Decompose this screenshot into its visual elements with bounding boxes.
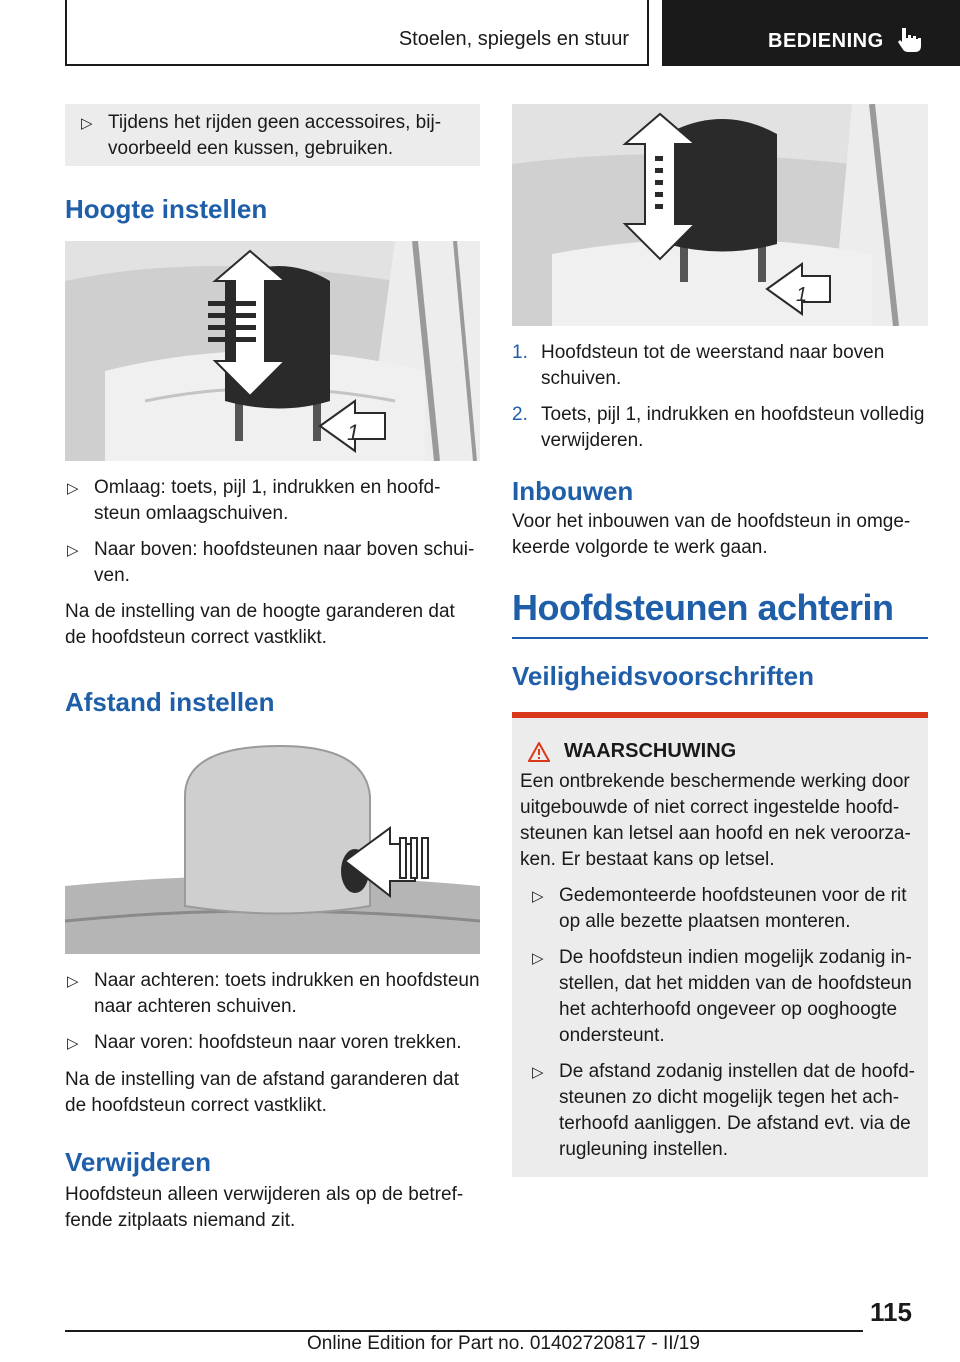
list-item: ▷ Gedemonteerde hoofdsteunen voor de rit op alle bezette plaatsen monteren. [530, 883, 916, 935]
footer-edition: Online Edition for Part no. 01402720817 - II/19 [307, 1333, 700, 1354]
list-item: ▷ Omlaag: toets, pijl 1, indrukken en hoofdsteun omlaagschuiven. [65, 475, 480, 527]
figure-headrest-height [65, 241, 480, 461]
arrow-label-1: 1 [347, 420, 360, 445]
triangle-right-icon: ▷ [67, 480, 79, 497]
left-column [65, 104, 480, 1234]
pointing-hand-icon [896, 26, 924, 54]
header-section-box [65, 0, 649, 66]
list-item: ▷ De hoofdsteun indien mogelijk zodanig instellen, dat het midden van de hoofdsteun het achterhoofd ongeveer op ooghoogte ondersteunt. [530, 945, 916, 1049]
list-item: ▷ De afstand zodanig instellen dat de hoofdsteunen zo dicht mogelijk tegen het achterhoofd aanliggen. De afstand evt. via de rugleuning instellen. [530, 1059, 916, 1163]
triangle-right-icon: ▷ [532, 1064, 544, 1081]
headrest-distance-illustration [65, 736, 480, 954]
header-chapter-tab [662, 0, 960, 66]
warning-triangle-icon [528, 742, 550, 762]
heading-remove: Verwijderen [65, 1147, 211, 1177]
triangle-right-icon: ▷ [532, 950, 544, 967]
right-column [512, 104, 928, 1177]
install-paragraph: Voor het inbouwen van de hoofdsteun in omgekeerde volgorde te werk gaan. [512, 511, 911, 558]
header-section-title: Stoelen, spiegels en stuur [398, 28, 629, 50]
distance-bullet-list [65, 968, 480, 1057]
height-paragraph: Na de instelling van de hoogte garanderen dat de hoofdsteun correct vastklikt. [65, 601, 455, 648]
headrest-remove-illustration [512, 104, 928, 326]
list-item: ▷ Naar boven: hoofdsteunen naar boven schuiven. [65, 537, 480, 589]
warning-box [512, 712, 928, 1177]
header-chapter-title: BEDIENING [768, 30, 884, 52]
figure-headrest-distance [65, 736, 480, 954]
heading-safety: Veiligheidsvoorschriften [512, 661, 814, 691]
headrest-height-illustration [65, 241, 480, 461]
list-item: 1. Hoofdsteun tot de weerstand naar boven schuiven. [512, 342, 885, 389]
triangle-right-icon: ▷ [67, 973, 79, 990]
heading-rear-headrests: Hoofdsteunen achterin [512, 587, 928, 639]
footer-rule [65, 1330, 863, 1332]
page-number: 115 [870, 1297, 912, 1327]
figure-headrest-remove [512, 104, 928, 326]
remove-paragraph: Hoofdsteun alleen verwijderen als op de betreffende zitplaats niemand zit. [65, 1184, 464, 1231]
distance-paragraph: Na de instelling van de afstand garanderen dat de hoofdsteun correct vastklikt. [65, 1069, 459, 1116]
list-item: ▷ Tijdens het rijden geen accessoires, bijvoorbeeld een kussen, gebruiken. [79, 110, 468, 162]
triangle-right-icon: ▷ [532, 888, 544, 905]
triangle-right-icon: ▷ [81, 115, 93, 132]
arrow-label-1: 1 [796, 284, 808, 306]
heading-distance: Afstand instellen [65, 687, 275, 717]
remove-steps [512, 340, 928, 454]
triangle-right-icon: ▷ [67, 1035, 79, 1052]
heading-height: Hoogte instellen [65, 194, 268, 224]
warning-title: WAARSCHUWING [520, 740, 916, 763]
list-item: ▷ Naar voren: hoofdsteun naar voren trekken. [65, 1030, 480, 1057]
note-box [65, 104, 480, 166]
height-bullet-list [65, 475, 480, 589]
list-item: 2. Toets, pijl 1, indrukken en hoofdsteun volledig verwijderen. [512, 404, 925, 451]
list-item: ▷ Naar achteren: toets indrukken en hoofdsteun naar achteren schuiven. [65, 968, 480, 1020]
triangle-right-icon: ▷ [67, 542, 79, 559]
warning-body: Een ontbrekende beschermende werking door uitgebouwde of niet correct ingestelde hoofdsteunen kan letsel aan hoofd en nek veroorzaken. Er bestaat kans op letsel. [520, 771, 911, 870]
heading-install: Inbouwen [512, 476, 634, 506]
